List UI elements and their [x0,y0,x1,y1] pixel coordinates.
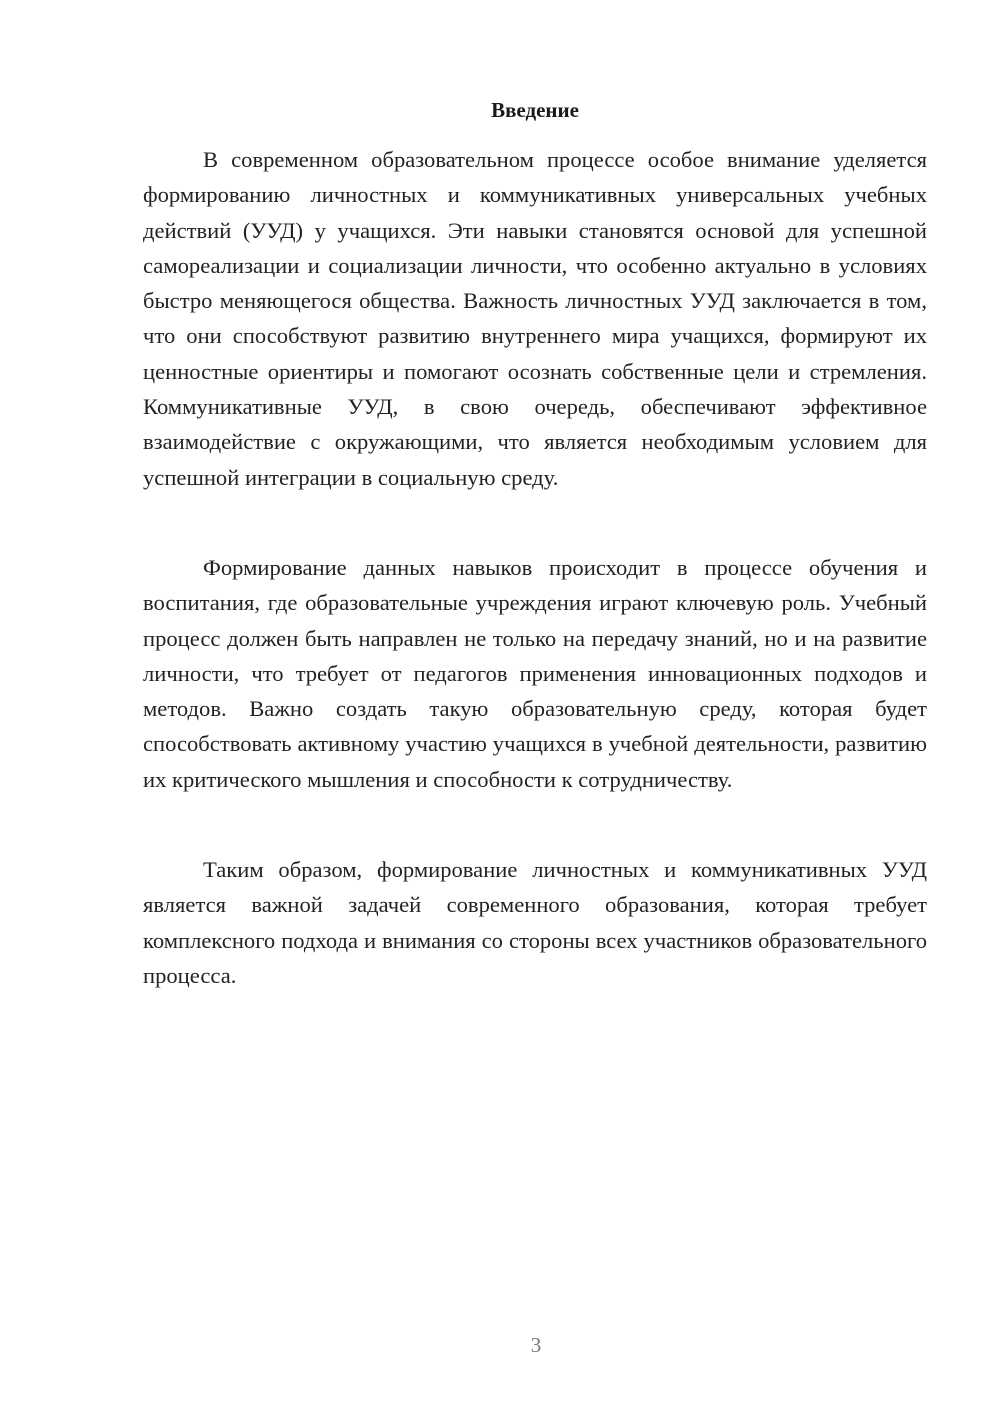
paragraph-1: В современном образовательном процессе особое внимание уделяется формированию личностных и коммуникативных универсальных учебных действий (УУД) у учащихся. Эти навыки становятся основой для успешной самореализации и социализации личности, что особенно актуально в условиях быстро меняющегося общества. Важность личностных УУД заключается в том, что они способствуют развитию внутреннего мира учащихся, формируют их ценностные ориентиры и помогают осознать собственные цели и стремления. Коммуникативные УУД, в свою очередь, обеспечивают эффективное взаимодействие с окружающими, что является необходимым условием для успешной интеграции в социальную среду. [143,147,927,490]
paragraph-2: Формирование данных навыков происходит в процессе обучения и воспитания, где образовательные учреждения играют ключевую роль. Учебный процесс должен быть направлен не только на передачу знаний, но и на развитие личности, что требует от педагогов применения инновационных подходов и методов. Важно создать такую образовательную среду, которая будет способствовать активному участию учащихся в учебной деятельности, развитию их критического мышления и способности к сотрудничеству. [143,555,927,792]
page-number: 3 [530,1333,542,1357]
section-heading: Введение [491,98,579,122]
paragraph-3: Таким образом, формирование личностных и коммуникативных УУД является важной задачей современного образования, которая требует комплексного подхода и внимания со стороны всех участников образовательного процесса. [143,857,927,988]
